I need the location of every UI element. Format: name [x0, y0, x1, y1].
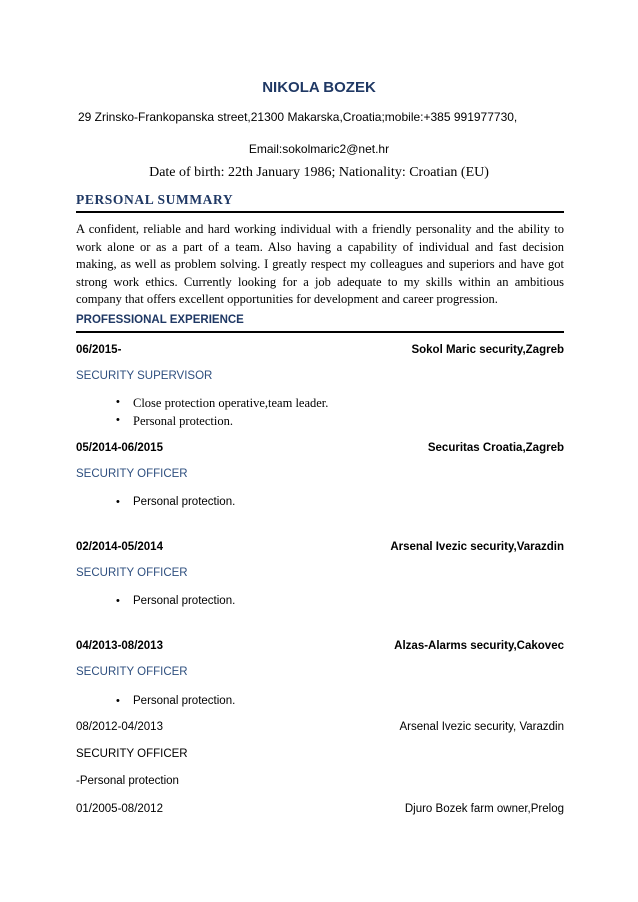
section-divider: [76, 331, 564, 333]
job-bullet: Personal protection.: [133, 695, 236, 707]
job-role: SECURITY OFFICER: [76, 748, 188, 760]
address-line: 29 Zrinsko-Frankopanska street,21300 Makarska,Croatia;mobile:+385 991977730,: [78, 110, 518, 124]
job-employer: Securitas Croatia,Zagreb: [427, 442, 564, 454]
personal-summary-text: A confident, reliable and hard working individual with a friendly personality and the ability to work alone or as a part of a team. Also having a capability of individual and fast decision making, as well as problem solving. I greatly respect my colleagues and superiors and have got strong work ethics. Currently looking for a job adequate to my skills within an ambitious company that offers excellent opportunities for development and career progression.: [76, 222, 564, 306]
job-note: -Personal protection: [76, 775, 179, 787]
bullet-icon: •: [116, 695, 120, 707]
professional-experience-heading: PROFESSIONAL EXPERIENCE: [76, 314, 244, 326]
job-bullet: Personal protection.: [133, 595, 236, 607]
email-line: Email:sokolmaric2@net.hr: [248, 142, 390, 156]
bullet-icon: •: [116, 414, 120, 426]
candidate-name: NIKOLA BOZEK: [262, 79, 376, 96]
job-dates: 01/2005-08/2012: [76, 803, 163, 815]
bullet-icon: •: [116, 496, 120, 508]
job-role: SECURITY OFFICER: [76, 468, 188, 480]
job-dates: 06/2015-: [76, 344, 122, 356]
job-employer: Sokol Maric security,Zagreb: [411, 344, 564, 356]
job-role: SECURITY SUPERVISOR: [76, 370, 213, 382]
job-employer: Arsenal Ivezic security, Varazdin: [399, 721, 564, 733]
job-employer: Djuro Bozek farm owner,Prelog: [404, 803, 564, 815]
job-dates: 08/2012-04/2013: [76, 721, 163, 733]
job-bullet: Personal protection.: [133, 496, 236, 508]
job-bullet: Personal protection.: [133, 414, 233, 428]
job-bullet: Close protection operative,team leader.: [133, 396, 329, 410]
job-dates: 02/2014-05/2014: [76, 541, 163, 553]
personal-summary-heading: PERSONAL SUMMARY: [76, 192, 234, 207]
section-divider: [76, 211, 564, 213]
birth-nationality-line: Date of birth: 22th January 1986; Nationality: Croatian (EU): [149, 165, 489, 180]
bullet-icon: •: [116, 595, 120, 607]
bullet-icon: •: [116, 396, 120, 408]
job-employer: Alzas-Alarms security,Cakovec: [394, 640, 564, 652]
job-employer: Arsenal Ivezic security,Varazdin: [390, 541, 564, 553]
job-role: SECURITY OFFICER: [76, 666, 188, 678]
job-role: SECURITY OFFICER: [76, 567, 188, 579]
job-dates: 05/2014-06/2015: [76, 442, 163, 454]
job-dates: 04/2013-08/2013: [76, 640, 163, 652]
